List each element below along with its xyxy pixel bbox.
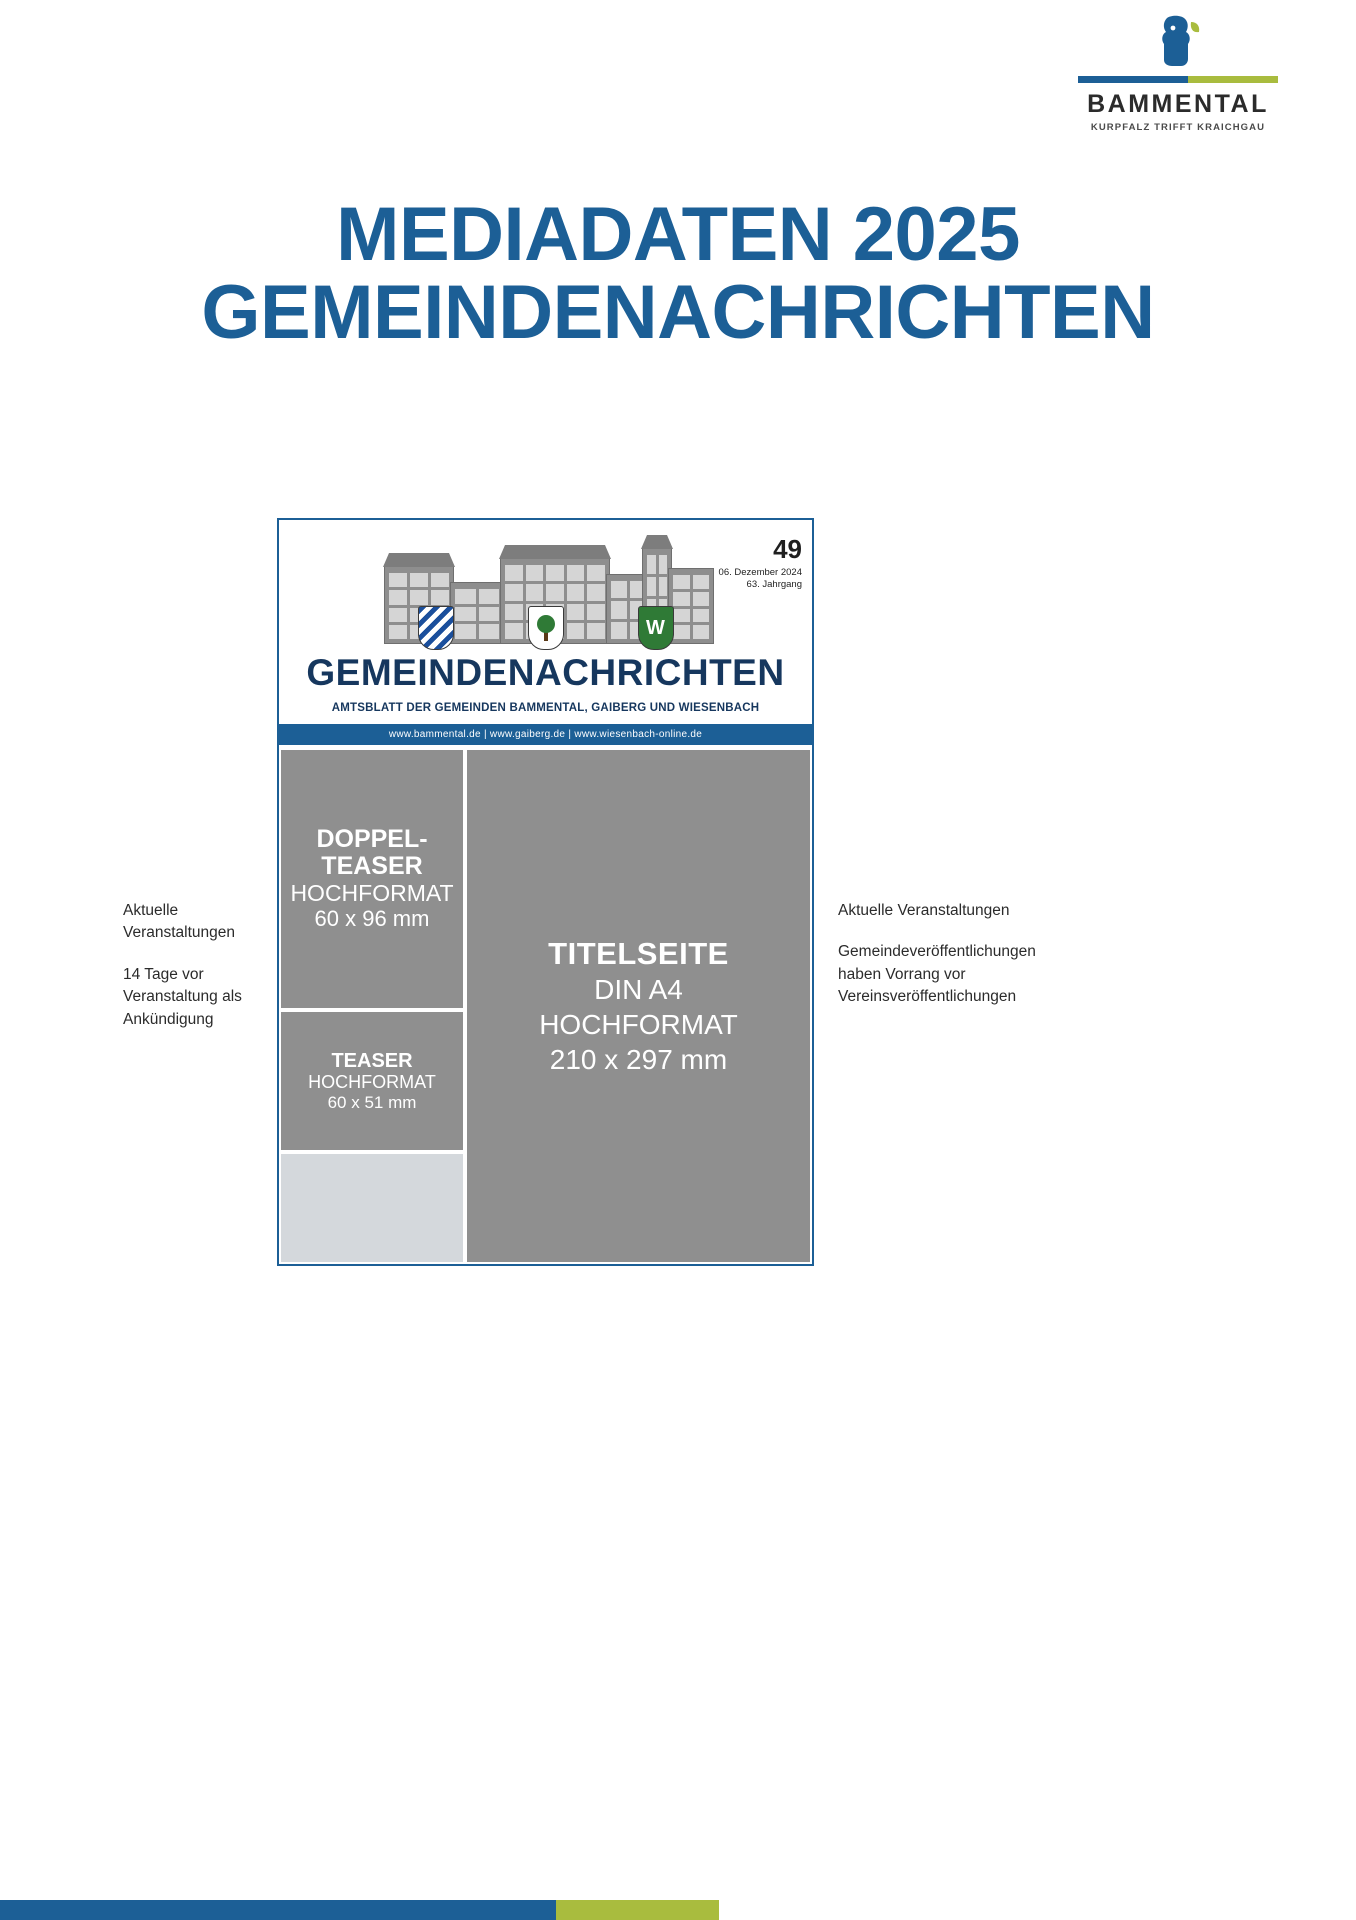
footer-bar-green bbox=[556, 1900, 719, 1920]
teaser-dimensions: 60 x 51 mm bbox=[327, 1092, 417, 1112]
note-left-1: Aktuelle Veranstaltungen bbox=[123, 902, 236, 942]
logo-wordmark: BAMMENTAL bbox=[1087, 90, 1269, 118]
bavaria-crest-icon bbox=[418, 606, 454, 650]
titelseite-format-line-2: HOCHFORMAT bbox=[539, 1008, 738, 1040]
note-left bbox=[123, 900, 271, 1031]
issue-date: 06. Dezember 2024 bbox=[718, 567, 802, 578]
doppelteaser-format: HOCHFORMAT bbox=[290, 879, 454, 906]
logo-rule bbox=[1078, 76, 1278, 83]
municipal-crests bbox=[279, 606, 812, 650]
issue-info bbox=[719, 536, 802, 590]
footer-color-bar bbox=[0, 1900, 1356, 1920]
newspaper-urls: www.bammental.de | www.gaiberg.de | www.wiesenbach-online.de bbox=[279, 724, 812, 745]
ad-slot-teaser bbox=[279, 1010, 465, 1152]
page-title-line-1: MEDIADATEN 2025 bbox=[336, 192, 1020, 277]
titelseite-dimensions: 210 x 297 mm bbox=[549, 1043, 728, 1075]
issue-year: 63. Jahrgang bbox=[746, 579, 802, 590]
ad-column-right bbox=[465, 748, 812, 1264]
note-left-2: 14 Tage vor Veranstaltung als Ankündigung bbox=[123, 965, 242, 1028]
issue-number: 49 bbox=[773, 534, 802, 564]
titelseite-title: TITELSEITE bbox=[548, 935, 729, 971]
doppelteaser-dimensions: 60 x 96 mm bbox=[314, 906, 430, 932]
doppelteaser-title-line-1: DOPPEL- bbox=[316, 824, 428, 853]
tree-crest-icon bbox=[528, 606, 564, 650]
newspaper-subtitle: AMTSBLATT DER GEMEINDEN BAMMENTAL, GAIBERG UND WIESENBACH bbox=[331, 702, 760, 714]
note-right-2: Gemeindeveröffentlichungen haben Vorrang vor Vereinsveröffentlichungen bbox=[838, 943, 1036, 1006]
footer-bar-white bbox=[719, 1900, 1356, 1920]
teaser-title: TEASER bbox=[331, 1049, 413, 1072]
ad-column-left bbox=[279, 748, 465, 1264]
page-title bbox=[0, 192, 1356, 355]
newspaper-mockup bbox=[277, 518, 814, 1266]
ad-layout-grid bbox=[279, 748, 812, 1264]
note-right-1: Aktuelle Veranstaltungen bbox=[838, 902, 1010, 919]
ad-slot-empty bbox=[279, 1152, 465, 1264]
ad-slot-titelseite bbox=[465, 748, 812, 1264]
titelseite-format-line-1: DIN A4 bbox=[594, 973, 683, 1005]
logo-tagline: KURPFALZ TRIFFT KRAICHGAU bbox=[1090, 122, 1266, 133]
lion-crest-icon bbox=[1078, 14, 1278, 70]
bammental-logo bbox=[1078, 14, 1278, 133]
footer-bar-blue bbox=[0, 1900, 556, 1920]
page-title-line-2: GEMEINDENACHRICHTEN bbox=[201, 269, 1155, 355]
teaser-format: HOCHFORMAT bbox=[308, 1071, 436, 1092]
newspaper-masthead bbox=[279, 520, 812, 748]
doppelteaser-title-line-2: TEASER bbox=[321, 851, 423, 880]
note-right bbox=[838, 900, 1078, 1009]
newspaper-title: GEMEINDENACHRICHTEN bbox=[306, 652, 785, 693]
ad-slot-doppelteaser bbox=[279, 748, 465, 1010]
w-crest-icon: W bbox=[638, 606, 674, 650]
